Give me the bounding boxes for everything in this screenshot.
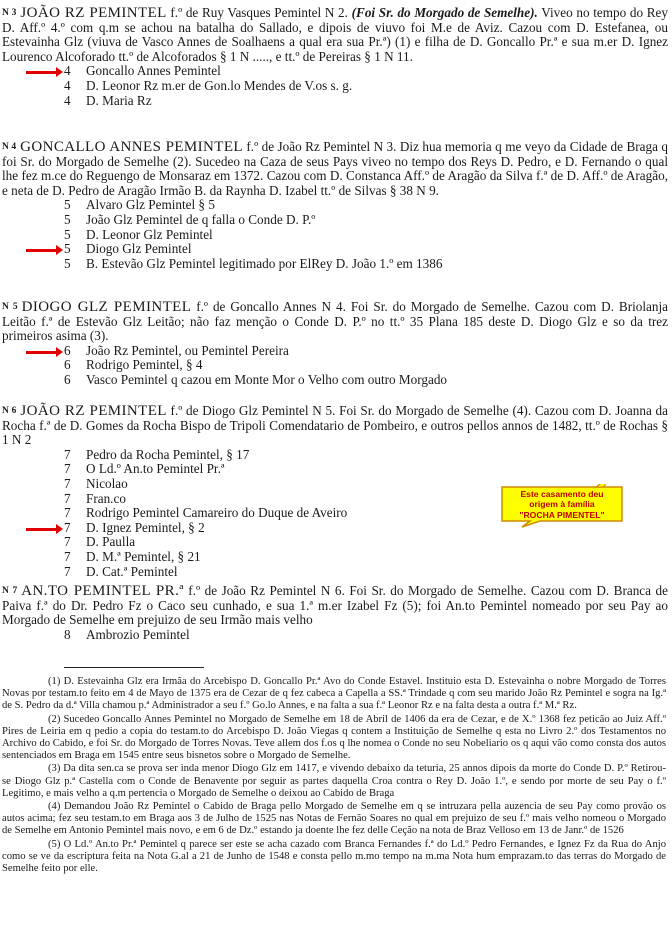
entry-text: f.º de Goncallo Annes N 4. Foi Sr. do Morgado de Semelhe. Cazou com D. Briolanja Leitão f.ª de Estevão Glz Leitão; não faz menção o Conde D. P.º no tt.º 35 Plana 185 deste D. Diogo Glz e so da trez primeiros asima (3).	[2, 299, 668, 344]
child-item: 7 Nicolao	[64, 475, 128, 491]
footnote: (4) Demandou João Rz Pemintel o Cabido de Braga pello Morgado de Semelhe em q se intruzara pella auzencia de seu Pay como provão os autos acima; fez seu testam.to em Braga aos 3 de Julho de 1525 nas Notas de Fernão Soares no qual em prejuizo de seu f.º mais velho nomeou o Morgado de Semelhe em Antonio Pemintel mais novo, e em 6 de Dz.º estando ja doente lhe fez delle Ceção na nota de Braz Velloso em 13 de Janr.º de 1526	[2, 801, 666, 837]
entry-heading	[2, 6, 668, 64]
footnotes	[2, 676, 666, 876]
child-item: 6 Vasco Pemintel q cazou em Monte Mor o Velho com outro Morgado	[64, 371, 448, 387]
child-item: 6 Rodrigo Pemintel, § 4	[64, 357, 203, 373]
red-arrow-icon	[26, 351, 58, 354]
entry-n4	[2, 140, 668, 271]
entry-n3	[2, 6, 668, 108]
child-item: 4 Goncallo Annes Pemintel	[2, 64, 668, 79]
footnote: (1) D. Estevainha Glz era Irmãa do Arcebispo D. Goncallo Pr.ª Avo do Conde Estavel. Instituio esta D. Estevainha o nobre Morgado de Torres Novas por testam.to feito em 4 de Mayo de 1375 era de Cezar de q fez cabeca a Capella a SS.ª Trindade q com seu marido João Rz Pemintel e sogra na Ig.ª de S. Pedro da d.ª Villa chamou p.ª Administrador a seu f.º Go.lo Annes, e na falta a sua f.ª Leonor Rz e na falta desta a outra f.ª M.ª Rz.	[2, 676, 666, 712]
children-list	[2, 198, 668, 271]
entry-number: N 3	[2, 8, 17, 18]
callout-text: Este casamento deu origem à família "ROCHA PIMENTEL"	[519, 489, 605, 520]
child-item: 7 D. M.ª Pemintel, § 21	[64, 548, 201, 564]
footnote: (5) O Ld.º An.to Pr.ª Pemintel q parece ser este se acha cazado com Branca Fernandes f.ª do Ld.º Pedro Fernandes, e Ignez Fz da Rua do Anjo como se ve da escriptura feita na Nota G.al a 21 de Junho de 1548 e consta pello m.mo tempo na m.ma Nota hum emprazam.to das terras do Morgado de Semelhe feito por elle.	[2, 838, 666, 875]
children-list	[2, 344, 668, 388]
entry-text: f.º de Diogo Glz Pemintel N 5. Foi Sr. do Morgado de Semelhe (4). Cazou com D. Joanna da Rocha f.ª de D. Gomes da Rocha Bispo de Tripoli Comendatario de Pombeiro, e outros pellos annos de 1482, tt.º de Rochas § 1 N 2	[2, 403, 668, 448]
entry-name: AN.TO PEMINTEL PR.ª	[21, 583, 184, 599]
entry-n5	[2, 300, 668, 388]
child-item: 7 Rodrigo Pemintel Camareiro do Duque de Aveiro	[64, 505, 348, 521]
entry-number: N 5	[2, 302, 18, 312]
entry-name: JOÃO RZ PEMINTEL	[20, 403, 167, 419]
entry-name: DIOGO GLZ PEMINTEL	[21, 299, 192, 315]
footnote: (2) Sucedeo Goncallo Annes Pemintel no Morgado de Semelhe em 18 de Abril de 1406 da era de Cezar, e de X.º 1368 fez peticão ao Juiz Aff.º Pires de Leiria em q pedio a copia do testam.to do Arcebispo D. João Viegas q contem a Instituição de Semelhe q esta no Livro 2.º dos Testamentos no Archivo do Cabido, e foi Sr. do Morgado de Torres Novas. Teve allem dos f.os q lhe nomea o Conde no seu Nobeliario os q aqui vão como consta dos autos sentenciados em Braga em 1545 entre seus bisnetos sobre o Morgado de Semelhe.	[2, 713, 666, 762]
child-item: 5 D. Leonor Glz Pemintel	[64, 226, 213, 242]
entry-heading	[2, 584, 668, 628]
entry-n7	[2, 584, 668, 642]
callout-note	[496, 484, 628, 528]
child-item: 7 O Ld.º An.to Pemintel Pr.ª	[64, 461, 225, 477]
entry-text: f.º de João Rz Pemintel N 3. Diz hua memoria q me veyo da Cidade de Braga q foi Sr. do Morgado de Semelhe (2). Sucedeo na Caza de seus Pays viveo no tempo dos Reys D. Pedro, e D. Fernando o qual lhe fez m.ce do Reguengo de Monsaraz em 1372. Cazou com D. Constanca Aff.º de Aragão da Silva f.ª de D. Aff.º de Aragão, e neta de D. Pedro de Aragão Irmão B. da Raynha D. Izabel tt.º de Silvas § 38 N 9.	[2, 139, 668, 198]
child-item: 5 Alvaro Glz Pemintel § 5	[64, 197, 215, 213]
entry-heading	[2, 300, 668, 344]
child-item: 4 D. Leonor Rz m.er de Gon.lo Mendes de V.os s. g.	[64, 77, 353, 93]
child-item: 7 D. Cat.ª Pemintel	[64, 563, 178, 579]
child-item: 4 D. Maria Rz	[64, 92, 152, 108]
entry-text-italic: (Foi Sr. do Morgado de Semelhe).	[351, 5, 538, 20]
footnote: (3) Da dita sen.ca se prova ser inda menor Diogo Glz em 1417, e vivendo debaixo da teturia, 25 annos dipois da morte do Conde D. P.º Retirou-se Diogo Glz p.ª Castella com o Conde de Benavente por seguir as partes daquella Croa contra o Rey D. João 1.º, e sendo por morte de seu Pay o f.º Legitimo, e mais velho a q.m pertencia o Morgado de Semelhe o deixou ao Cabido de Braga	[2, 763, 666, 799]
children-list	[2, 628, 668, 643]
footnote-divider	[64, 667, 204, 668]
entry-heading	[2, 404, 668, 448]
child-item: 7 Fran.co	[64, 490, 126, 506]
entry-name: GONCALLO ANNES PEMINTEL	[20, 139, 243, 155]
entry-text: f.º de Ruy Vasques Pemintel N 2.	[166, 5, 352, 20]
child-item: 5 João Glz Pemintel de q falla o Conde D. P.º	[64, 211, 316, 227]
entry-number: N 4	[2, 142, 17, 152]
red-arrow-icon	[26, 249, 58, 252]
child-item: 7 D. Paulla	[64, 534, 136, 550]
red-arrow-icon	[26, 528, 58, 531]
entry-name: JOÃO RZ PEMINTEL	[20, 5, 167, 21]
entry-heading	[2, 140, 668, 198]
entry-text-continued: Viveo no tempo do Rey D. Aff.º 4.º com q.m se achou na batalha do Sallado, e dipois de viuvo foi M.e de Aviz. Cazou com D. Estefanea, ou Estevainha Glz (viuva de Vasco Annes de Soalhaens a qual era sua Pr.ª) (1) e filha de D. Goncallo Pr.ª e sua m.er D. Ignez Lourenco Alcoforado tt.º de Alcoforados § 1 N ....., e tt.º de Pereiras § 1 N 11.	[2, 5, 668, 64]
child-item: 7 Pedro da Rocha Pemintel, § 17	[64, 446, 250, 462]
child-item: 5 Diogo Glz Pemintel	[2, 242, 668, 257]
child-item: 7 D. Ignez Pemintel, § 2	[2, 521, 668, 536]
children-list	[2, 64, 668, 108]
child-item: 5 B. Estevão Glz Pemintel legitimado por ElRey D. João 1.º em 1386	[64, 255, 443, 271]
entry-number: N 7	[2, 586, 18, 596]
child-item: 8 Ambrozio Pemintel	[64, 626, 190, 642]
red-arrow-icon	[26, 71, 58, 74]
entry-text: f.º de João Rz Pemintel N 6. Foi Sr. do Morgado de Semelhe. Cazou com D. Branca de Paiva f.ª do Dr. Pedro Fz o Caco seu cunhado, e sua 1.ª m.er Izabel Fz (5); foi An.to Pemintel nomeado por seu Pay ao Morgado de Semelhe em prejuizo de seu Irmão mais velho	[2, 583, 668, 628]
entry-number: N 6	[2, 406, 17, 416]
child-item: 6 João Rz Pemintel, ou Pemintel Pereira	[2, 344, 668, 359]
